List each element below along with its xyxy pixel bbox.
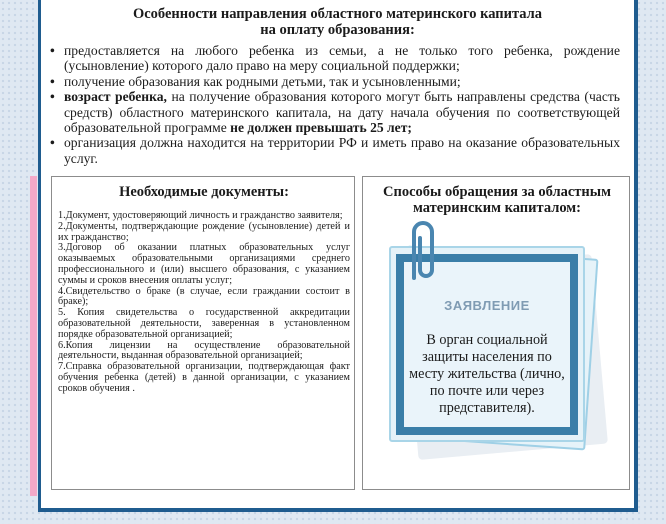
feature-bold-lead: возраст ребенка, bbox=[64, 89, 167, 105]
document-item: 3.Договор об оказании платных образовательных услуг оказываемых образовательными организациями среднего профессионального и (или) высшего образования, с указанием суммы и сроков внесения оплаты услуг; bbox=[58, 242, 350, 286]
document-item: 5. Копия свидетельства о государственной аккредитации образовательной деятельности, заверенная в установленном порядке образовательной организацией; bbox=[58, 307, 350, 340]
page-title-line-1: Особенности направления областного материнского капитала bbox=[132, 6, 543, 22]
feature-item: • организация должна находится на территории РФ и иметь право на оказание образовательных услуг. bbox=[50, 135, 620, 166]
application-card-heading: ЗАЯВЛЕНИЕ bbox=[444, 298, 530, 313]
decorative-pink-strip bbox=[30, 176, 37, 496]
frame-border-left bbox=[38, 0, 41, 512]
document-item: 6.Копия лицензии на осуществление образовательной деятельности, выданная образовательной организацией; bbox=[58, 339, 350, 362]
documents-title: Необходимые документы: bbox=[119, 184, 289, 200]
document-item: 7.Справка образовательной организации, подтверждающая факт обучения ребенка (детей) в данной организации, с указанием сроков обучения . bbox=[58, 361, 350, 394]
page-title bbox=[41, 6, 634, 38]
frame-border-bottom bbox=[38, 508, 638, 512]
feature-bold-tail: не должен превышать 25 лет; bbox=[230, 120, 412, 136]
application-methods-title: Способы обращения за областным материнским капиталом: bbox=[383, 184, 611, 216]
paperclip-icon bbox=[400, 218, 440, 288]
feature-item: • возраст ребенка, на получение образования которого могут быть направлены средства (часть средств) областного материнского капитала, на дату начала обучения по соответствующей образовательной программе не должен превышать 25 лет; bbox=[50, 89, 620, 135]
feature-item: • предоставляется на любого ребенка из семьи, а не только того ребенка, рождение (усыновление) которого дало право на меру социальной поддержки; bbox=[50, 43, 620, 74]
documents-panel bbox=[51, 176, 355, 490]
document-item: 4.Свидетельство о браке (в случае, если граждании состоит в браке); bbox=[58, 285, 350, 308]
frame-border-right bbox=[634, 0, 638, 512]
document-item: 1.Документ, удостоверяющий личность и гражданство заявителя; bbox=[58, 210, 343, 221]
application-card-text: В орган социальной защиты населения по месту жительства (лично, по почте или через представителя). bbox=[409, 332, 565, 416]
features-list bbox=[50, 43, 620, 166]
documents-list bbox=[58, 211, 350, 395]
page-title-line-2: на оплату образования: bbox=[260, 22, 415, 38]
feature-item: • получение образования как родными детьми, так и усыновленными; bbox=[50, 74, 620, 89]
document-item: 2.Документы, подтверждающие рождение (усыновление) детей и их гражданство; bbox=[58, 220, 350, 243]
